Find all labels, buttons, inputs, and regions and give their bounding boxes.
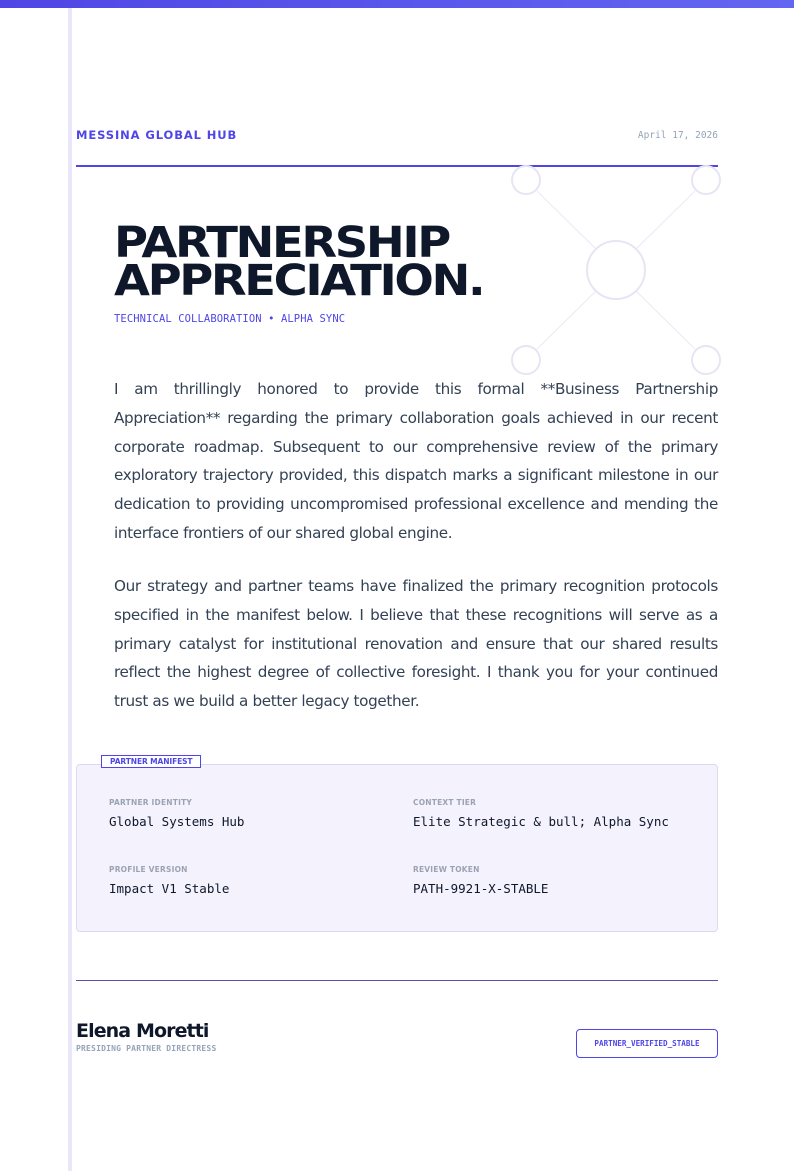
letter-page (76, 0, 718, 1171)
field-value: Global Systems Hub (109, 814, 245, 829)
title-line-2: APPRECIATION. (114, 256, 484, 306)
partner-manifest-panel (76, 764, 718, 932)
body-paragraph-1: I am thrillingly honored to provide this formal **Business Partnership Appreciation** regarding the primary collaboration goals achieved in our recent corporate roadmap. Subsequent to our comprehensive review of the primary exploratory trajectory provided, this dispatch marks a significant milestone in our dedication to providing uncompromised professional excellence and mending the interface frontiers of our shared global engine. (114, 380, 718, 542)
field-value: Elite Strategic & bull; Alpha Sync (413, 814, 669, 829)
body-paragraph-2: Our strategy and partner teams have finalized the primary recognition protocols specified in the manifest below. I believe that these recognitions will serve as a primary catalyst for institutional renovation and ensure that our shared results reflect the highest degree of collective foresight. I thank you for your continued trust as we build a better legacy together. (114, 577, 718, 711)
field-label: PROFILE VERSION (109, 865, 188, 874)
side-rail (68, 8, 72, 1171)
field-review-token (413, 865, 548, 896)
footer-divider (76, 980, 718, 981)
manifest-tag: PARTNER MANIFEST (101, 755, 201, 768)
page-title (114, 218, 719, 306)
field-value: Impact V1 Stable (109, 881, 230, 896)
field-profile-version (109, 865, 229, 896)
field-context-tier (413, 798, 669, 829)
title-line-1: PARTNERSHIP (114, 218, 449, 268)
field-label: CONTEXT TIER (413, 798, 477, 807)
signer-role: PRESIDING PARTNER DIRECTRESS (76, 1044, 217, 1053)
field-label: REVIEW TOKEN (413, 865, 480, 874)
masthead (76, 127, 718, 143)
field-partner-identity (109, 798, 244, 829)
subtitle: TECHNICAL COLLABORATION • ALPHA SYNC (114, 313, 346, 325)
field-label: PARTNER IDENTITY (109, 798, 193, 807)
signature-block (76, 1020, 216, 1053)
signer-name: Elena Moretti (76, 1020, 209, 1042)
letter-date: April 17, 2026 (637, 129, 718, 141)
field-value: PATH-9921-X-STABLE (413, 881, 549, 896)
verification-badge: PARTNER_VERIFIED_STABLE (576, 1029, 718, 1058)
brand-name: MESSINA GLOBAL HUB (76, 128, 238, 142)
hero (114, 218, 674, 325)
